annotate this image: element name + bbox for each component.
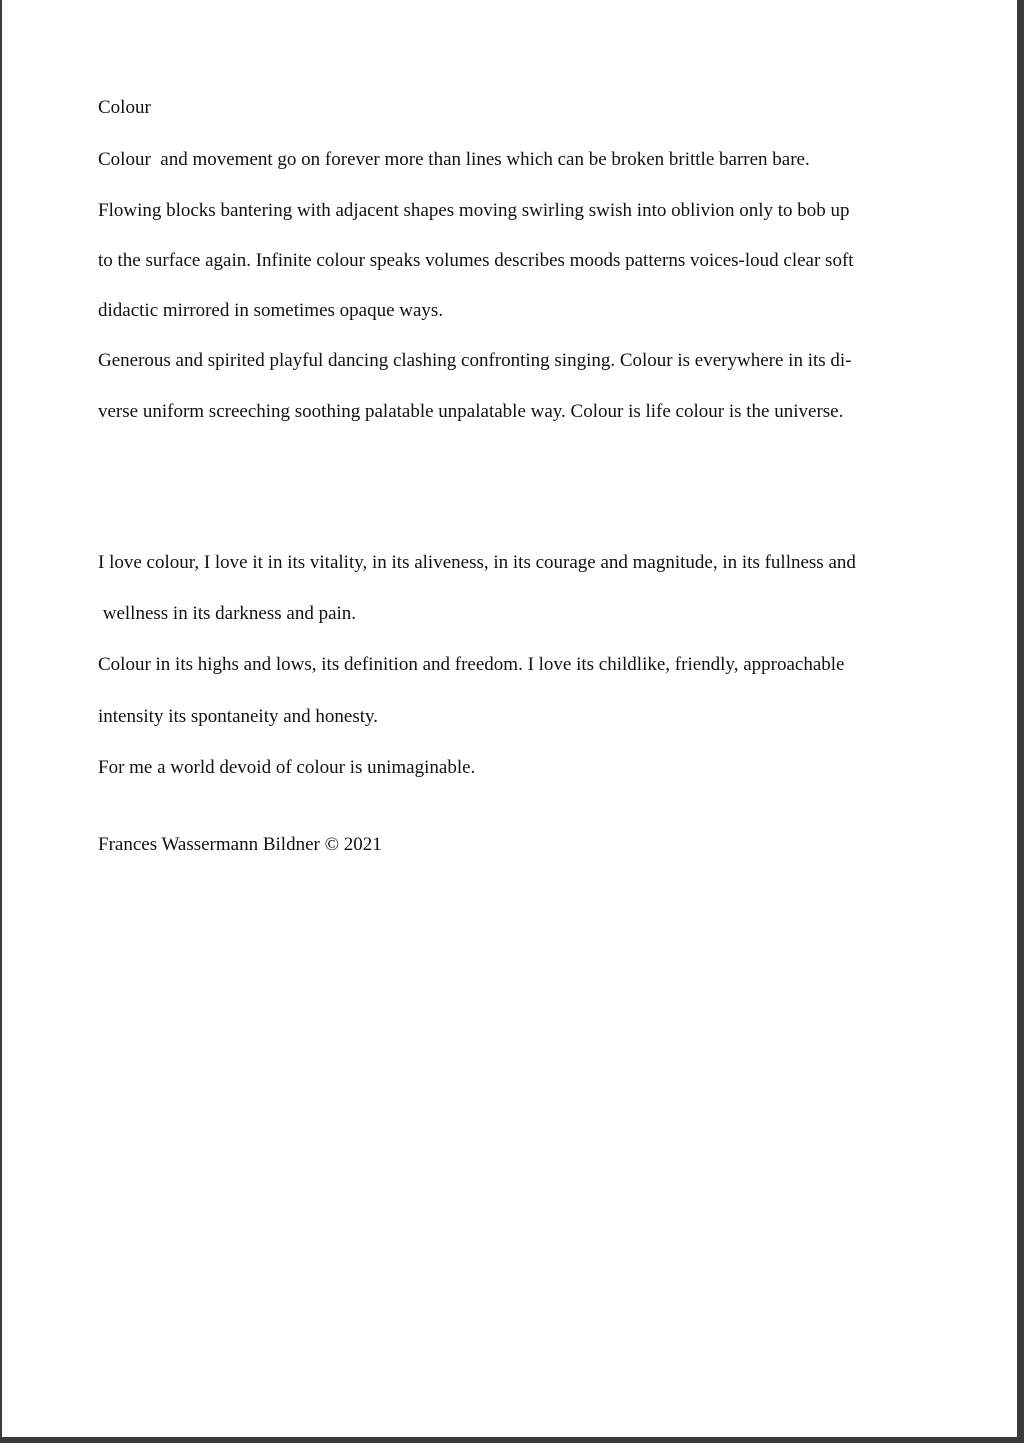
text-line: to the surface again. Infinite colour speaks volumes describes moods patterns voices-loud clear soft [98, 250, 854, 271]
document-page [2, 0, 1017, 1437]
signature: Frances Wassermann Bildner © 2021 [98, 834, 382, 855]
text-line: Generous and spirited playful dancing clashing confronting singing. Colour is everywhere in its di- [98, 350, 852, 371]
text-line: didactic mirrored in sometimes opaque ways. [98, 300, 444, 321]
document-title: Colour [98, 97, 151, 118]
text-line: intensity its spontaneity and honesty. [98, 706, 379, 727]
text-line: Colour and movement go on forever more than lines which can be broken brittle barren bare. [98, 149, 810, 170]
text-line: Flowing blocks bantering with adjacent shapes moving swirling swish into oblivion only to bob up [98, 200, 850, 221]
text-line: I love colour, I love it in its vitality, in its aliveness, in its courage and magnitude, in its fullness and [98, 552, 856, 573]
text-line: verse uniform screeching soothing palatable unpalatable way. Colour is life colour is the universe. [98, 401, 844, 422]
text-line: For me a world devoid of colour is unimaginable. [98, 757, 476, 778]
text-line: Colour in its highs and lows, its definition and freedom. I love its childlike, friendly, approachable [98, 654, 845, 675]
text-line: wellness in its darkness and pain. [98, 603, 357, 624]
